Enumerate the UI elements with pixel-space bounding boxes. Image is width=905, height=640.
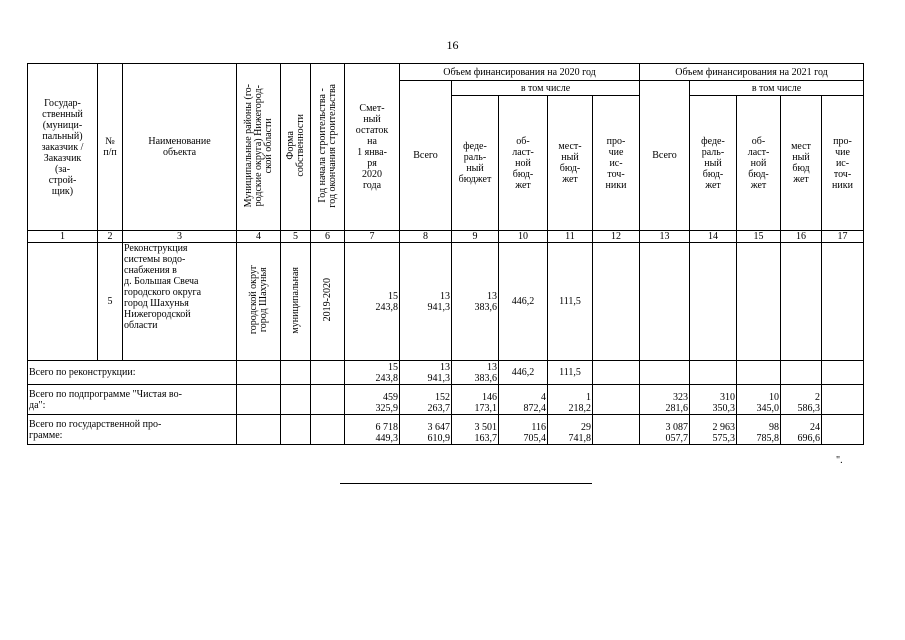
total-federal-2021: [690, 361, 737, 385]
col-num: 2: [98, 231, 123, 243]
column-number-row: [28, 231, 864, 243]
cell-empty: [593, 415, 640, 445]
cell-empty: [281, 415, 311, 445]
object-federal: 13 383,6: [452, 243, 499, 361]
header-object-name: Наименование объекта: [123, 64, 237, 231]
col-num: 14: [690, 231, 737, 243]
header-including-2021: в том числе: [690, 81, 864, 96]
header-years: Год начала строительства - год окончания строительства: [316, 83, 338, 208]
header-fin-2021: Объем финансирования на 2021 год: [640, 64, 864, 81]
header-total-2021: Всего: [640, 81, 690, 231]
cell-empty: [822, 243, 864, 361]
col-num: 4: [237, 231, 281, 243]
object-years: 2019-2020: [321, 278, 333, 322]
total-local-2021: 2 586,3: [781, 385, 822, 415]
header-including-2020: в том числе: [452, 81, 640, 96]
object-num: 5: [98, 243, 123, 361]
col-num: 9: [452, 231, 499, 243]
total-regional-2020: 446,2: [499, 361, 548, 385]
total-label: Всего по реконструкции:: [28, 361, 237, 385]
col-num: 5: [281, 231, 311, 243]
header-district: Муниципальные районы (го- родские округа) Нижегород- ской области: [242, 83, 274, 208]
cell-empty: [781, 243, 822, 361]
financing-table: [27, 63, 864, 445]
total-label: Всего по государственной про- грамме:: [28, 415, 237, 445]
col-num: 12: [593, 231, 640, 243]
total-local-2020: 1 218,2: [548, 385, 593, 415]
total-local-2020: 111,5: [548, 361, 593, 385]
header-federal-2021: феде- раль- ный бюд- жет: [690, 96, 737, 231]
col-num: 15: [737, 231, 781, 243]
col-num: 10: [499, 231, 548, 243]
cell-empty: [237, 361, 281, 385]
total-2021: [640, 361, 690, 385]
col-num: 7: [345, 231, 400, 243]
object-regional: 446,2: [499, 243, 548, 361]
total-federal-2020: 146 173,1: [452, 385, 499, 415]
col-num: 16: [781, 231, 822, 243]
col-num: 11: [548, 231, 593, 243]
cell-empty: [737, 243, 781, 361]
total-federal-2021: 310 350,3: [690, 385, 737, 415]
header-balance: Смет- ный остаток на 1 янва- ря 2020 года: [345, 64, 400, 231]
header-local-2020: мест- ный бюд- жет: [548, 96, 593, 231]
header-other-2020: про- чие ис- точ- ники: [593, 96, 640, 231]
cell-empty: [281, 361, 311, 385]
closing-quote: ".: [836, 455, 843, 466]
cell-empty: [593, 385, 640, 415]
total-label: Всего по подпрограмме "Чистая во- да":: [28, 385, 237, 415]
total-regional-2021: [737, 361, 781, 385]
total-regional-2021: 98 785,8: [737, 415, 781, 445]
object-district-cell: [237, 243, 281, 361]
object-local: 111,5: [548, 243, 593, 361]
col-num: 3: [123, 231, 237, 243]
cell-empty: [237, 385, 281, 415]
total-2020: 152 263,7: [400, 385, 452, 415]
footer-divider: [340, 483, 592, 484]
total-2021: 3 087 057,7: [640, 415, 690, 445]
header-ownership: Форма собственности: [284, 114, 306, 177]
object-ownership: муниципальная: [289, 266, 301, 334]
total-regional-2020: 4 872,4: [499, 385, 548, 415]
total-2020: 3 647 610,9: [400, 415, 452, 445]
header-regional-2020: об- ласт- ной бюд- жет: [499, 96, 548, 231]
total-local-2021: 24 696,6: [781, 415, 822, 445]
object-name: Реконструкция системы водо- снабжения в д. Большая Свеча городского округа город Шахунья Нижегородской области: [123, 243, 237, 361]
cell-empty: [311, 415, 345, 445]
total-federal-2020: 13 383,6: [452, 361, 499, 385]
cell-empty: [311, 385, 345, 415]
cell-empty: [311, 361, 345, 385]
col-num: 8: [400, 231, 452, 243]
cell-empty: [822, 415, 864, 445]
total-2020: 13 941,3: [400, 361, 452, 385]
header-customer: Государ- ственный (муници- пальный) заказчик / Заказчик (за- строй- щик): [28, 64, 98, 231]
object-years-cell: [311, 243, 345, 361]
total-regional-2020: 116 705,4: [499, 415, 548, 445]
header-years-cell: [311, 64, 345, 231]
header-regional-2021: об- ласт- ной бюд- жет: [737, 96, 781, 231]
page-number: 16: [446, 38, 459, 52]
col-num: 17: [822, 231, 864, 243]
cell-empty: [237, 415, 281, 445]
total-row-reconstruction: [28, 361, 864, 385]
total-balance: 459 325,9: [345, 385, 400, 415]
col-num: 13: [640, 231, 690, 243]
object-district: городской округ город Шахунья: [247, 265, 269, 335]
header-district-cell: [237, 64, 281, 231]
total-row-program: [28, 415, 864, 445]
header-local-2021: мест ный бюд жет: [781, 96, 822, 231]
header-total-2020: Всего: [400, 81, 452, 231]
total-regional-2021: 10 345,0: [737, 385, 781, 415]
header-fin-2020: Объем финансирования на 2020 год: [400, 64, 640, 81]
total-2021: 323 281,6: [640, 385, 690, 415]
cell-empty: [593, 243, 640, 361]
col-num: 6: [311, 231, 345, 243]
total-balance: 15 243,8: [345, 361, 400, 385]
total-local-2020: 29 741,8: [548, 415, 593, 445]
total-federal-2021: 2 963 575,3: [690, 415, 737, 445]
header-federal-2020: феде- раль- ный бюджет: [452, 96, 499, 231]
total-balance: 6 718 449,3: [345, 415, 400, 445]
object-row: [28, 243, 864, 361]
cell-empty: [640, 243, 690, 361]
cell-empty: [822, 361, 864, 385]
total-row-subprogram: [28, 385, 864, 415]
cell-empty: [28, 243, 98, 361]
cell-empty: [822, 385, 864, 415]
object-ownership-cell: [281, 243, 311, 361]
header-num: № п/п: [98, 64, 123, 231]
total-federal-2020: 3 501 163,7: [452, 415, 499, 445]
total-local-2021: [781, 361, 822, 385]
cell-empty: [690, 243, 737, 361]
header-ownership-cell: [281, 64, 311, 231]
object-total: 13 941,3: [400, 243, 452, 361]
object-balance: 15 243,8: [345, 243, 400, 361]
cell-empty: [593, 361, 640, 385]
cell-empty: [281, 385, 311, 415]
col-num: 1: [28, 231, 98, 243]
header-other-2021: про- чие ис- точ- ники: [822, 96, 864, 231]
